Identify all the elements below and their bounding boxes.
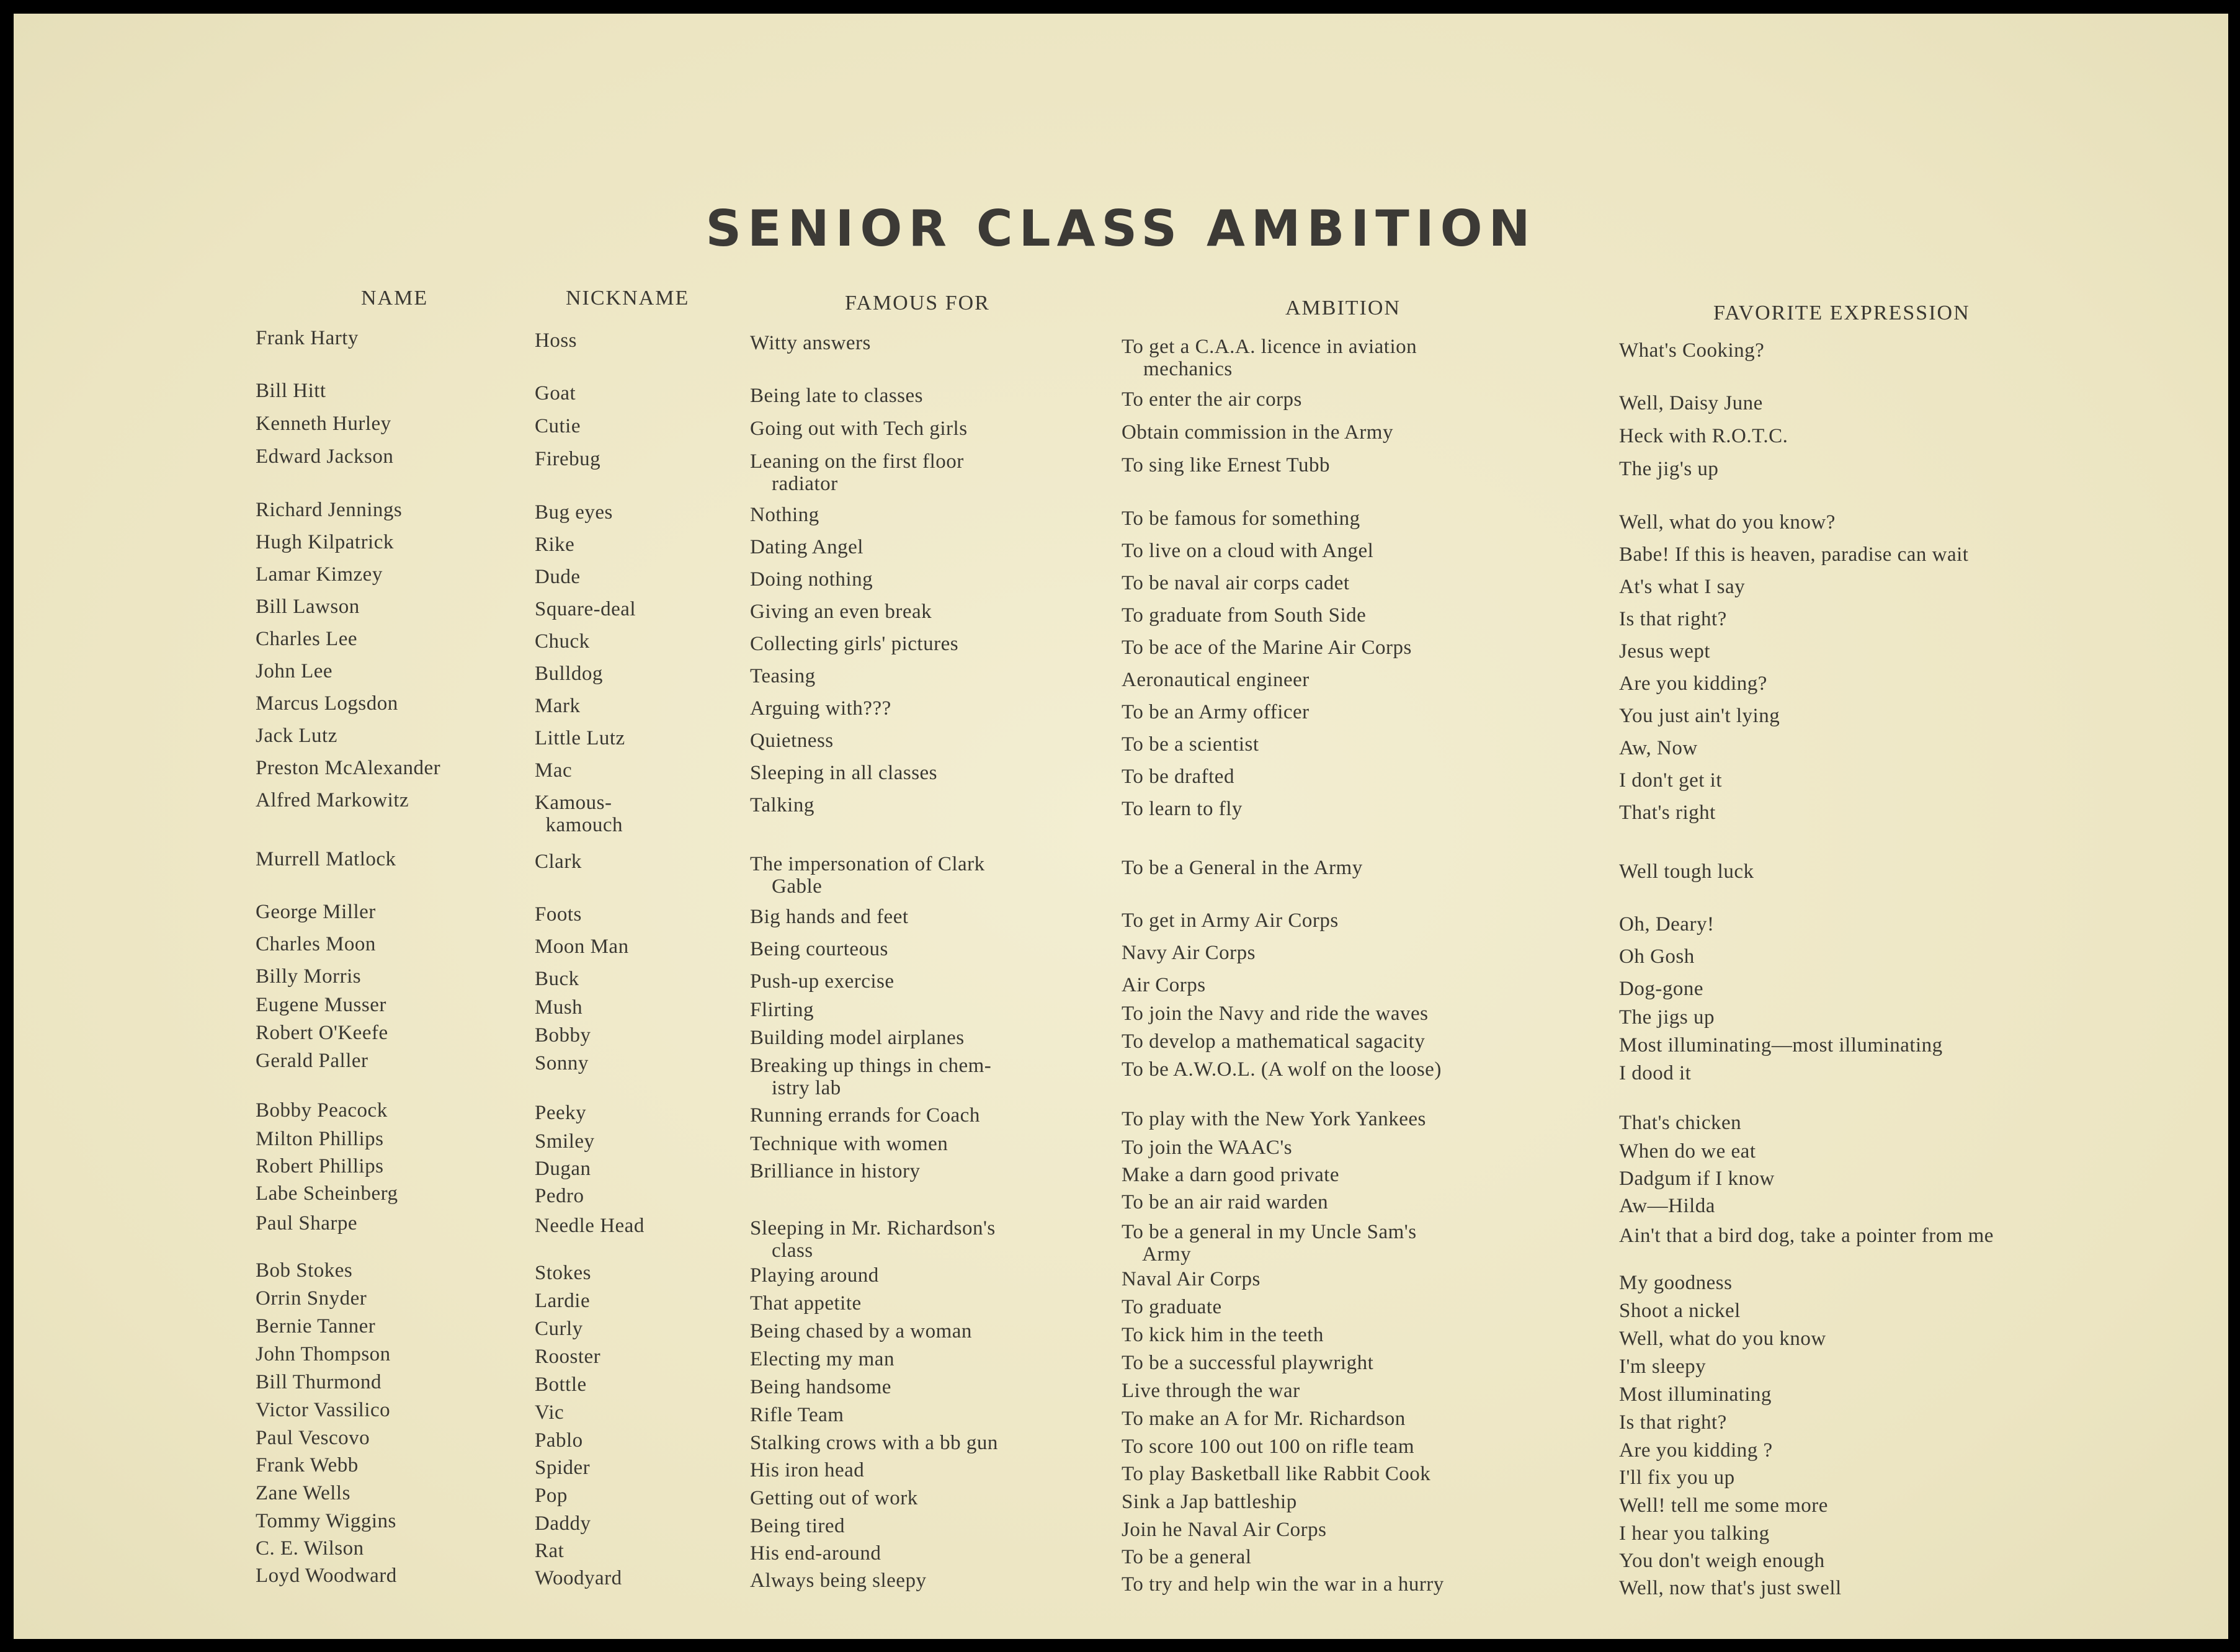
cell-expression: When do we eat xyxy=(1619,1140,1756,1163)
header-favorite-expression: FAVORITE EXPRESSION xyxy=(1713,301,1970,324)
cell-ambition: To be famous for something xyxy=(1122,507,1360,530)
cell-name: Charles Lee xyxy=(256,628,358,650)
cell-ambition: To enter the air corps xyxy=(1122,388,1302,411)
cell-name: Zane Wells xyxy=(256,1482,350,1504)
cell-ambition: To score 100 out 100 on rifle team xyxy=(1122,1435,1414,1458)
cell-expression: Well, what do you know? xyxy=(1619,511,1836,534)
cell-name: John Lee xyxy=(256,660,333,682)
cell-ambition: To join the Navy and ride the waves xyxy=(1122,1002,1429,1025)
cell-nickname: Goat xyxy=(535,382,576,404)
cell-nickname: Curly xyxy=(535,1318,583,1340)
cell-nickname: Chuck xyxy=(535,630,590,653)
cell-name: Tommy Wiggins xyxy=(256,1510,396,1532)
cell-famous: Being late to classes xyxy=(750,385,924,407)
cell-name: Marcus Logsdon xyxy=(256,692,398,715)
cell-name: Murrell Matlock xyxy=(256,848,396,870)
cell-nickname: Little Lutz xyxy=(535,727,625,749)
cell-expression: Dadgum if I know xyxy=(1619,1168,1775,1190)
cell-name: Hugh Kilpatrick xyxy=(256,531,394,553)
cell-famous: Going out with Tech girls xyxy=(750,417,968,440)
cell-famous: Witty answers xyxy=(750,332,871,354)
cell-ambition: To join the WAAC's xyxy=(1122,1136,1293,1159)
cell-ambition: To develop a mathematical sagacity xyxy=(1122,1030,1426,1053)
cell-famous: Technique with women xyxy=(750,1133,948,1155)
cell-nickname: Rooster xyxy=(535,1346,601,1368)
cell-name: Jack Lutz xyxy=(256,725,337,747)
cell-expression: I hear you talking xyxy=(1619,1522,1770,1545)
cell-ambition: To be an Army officer xyxy=(1122,701,1310,723)
cell-expression: That's right xyxy=(1619,801,1716,824)
cell-nickname: Mac xyxy=(535,759,573,782)
cell-ambition: Air Corps xyxy=(1122,974,1206,996)
cell-nickname: Moon Man xyxy=(535,935,629,958)
cell-nickname: Pedro xyxy=(535,1185,584,1207)
cell-name: Frank Harty xyxy=(256,327,359,349)
cell-expression: Shoot a nickel xyxy=(1619,1300,1741,1322)
cell-expression: You don't weigh enough xyxy=(1619,1550,1825,1572)
cell-ambition: To get a C.A.A. licence in aviation mechanics xyxy=(1122,336,1417,380)
cell-expression: I don't get it xyxy=(1619,769,1723,792)
cell-ambition: To learn to fly xyxy=(1122,798,1243,820)
cell-famous: Dating Angel xyxy=(750,536,863,558)
cell-nickname: Bottle xyxy=(535,1373,587,1396)
cell-expression: That's chicken xyxy=(1619,1112,1742,1134)
cell-ambition: To graduate xyxy=(1122,1296,1222,1318)
cell-famous: That appetite xyxy=(750,1292,862,1315)
cell-nickname: Daddy xyxy=(535,1512,591,1535)
cell-famous: Being tired xyxy=(750,1515,846,1537)
cell-famous: Getting out of work xyxy=(750,1487,918,1509)
cell-expression: My goodness xyxy=(1619,1272,1733,1294)
cell-famous: Stalking crows with a bb gun xyxy=(750,1432,998,1454)
cell-ambition: To be a General in the Army xyxy=(1122,857,1363,879)
cell-nickname: Dugan xyxy=(535,1158,591,1180)
cell-nickname: Pablo xyxy=(535,1429,583,1452)
cell-nickname: Clark xyxy=(535,851,582,873)
cell-name: Richard Jennings xyxy=(256,499,403,521)
cell-ambition: Navy Air Corps xyxy=(1122,942,1256,964)
cell-nickname: Smiley xyxy=(535,1130,595,1153)
cell-name: Bill Lawson xyxy=(256,596,360,618)
header-famous-for: FAMOUS FOR xyxy=(845,292,990,315)
cell-ambition: To be A.W.O.L. (A wolf on the loose) xyxy=(1122,1058,1442,1081)
cell-expression: At's what I say xyxy=(1619,576,1746,598)
cell-expression: The jigs up xyxy=(1619,1006,1715,1029)
cell-ambition: Naval Air Corps xyxy=(1122,1268,1261,1290)
cell-ambition: Sink a Jap battleship xyxy=(1122,1491,1297,1513)
cell-expression: Dog-gone xyxy=(1619,978,1703,1000)
cell-ambition: To play with the New York Yankees xyxy=(1122,1108,1426,1130)
cell-expression: Well, Daisy June xyxy=(1619,392,1763,414)
cell-name: John Thompson xyxy=(256,1343,391,1365)
cell-name: Bernie Tanner xyxy=(256,1315,376,1337)
cell-expression: Ain't that a bird dog, take a pointer from me xyxy=(1619,1225,1994,1247)
cell-ambition: To sing like Ernest Tubb xyxy=(1122,454,1331,476)
cell-nickname: Cutie xyxy=(535,415,581,437)
cell-famous: Flirting xyxy=(750,999,814,1021)
cell-name: C. E. Wilson xyxy=(256,1537,364,1560)
header-nickname: NICKNAME xyxy=(566,287,690,310)
cell-expression: Aw—Hilda xyxy=(1619,1195,1715,1217)
cell-expression: I'll fix you up xyxy=(1619,1467,1735,1489)
cell-name: Bill Hitt xyxy=(256,380,326,402)
cell-nickname: Pop xyxy=(535,1485,568,1507)
cell-ambition: To make an A for Mr. Richardson xyxy=(1122,1408,1406,1430)
cell-ambition: To live on a cloud with Angel xyxy=(1122,540,1374,562)
cell-nickname: Foots xyxy=(535,903,582,926)
cell-expression: Aw, Now xyxy=(1619,737,1698,759)
cell-name: Robert Phillips xyxy=(256,1155,384,1177)
cell-nickname: Rat xyxy=(535,1540,564,1562)
cell-name: Eugene Musser xyxy=(256,994,386,1016)
cell-famous: Big hands and feet xyxy=(750,906,909,928)
cell-name: Edward Jackson xyxy=(256,445,394,468)
cell-name: George Miller xyxy=(256,901,376,923)
cell-nickname: Stokes xyxy=(535,1262,592,1284)
cell-famous: Being handsome xyxy=(750,1376,891,1398)
cell-expression: Well, what do you know xyxy=(1619,1328,1826,1350)
cell-expression: Well! tell me some more xyxy=(1619,1494,1828,1517)
cell-famous: Always being sleepy xyxy=(750,1569,927,1592)
cell-famous: Electing my man xyxy=(750,1348,895,1370)
cell-famous: His iron head xyxy=(750,1459,865,1481)
cell-famous: Brilliance in history xyxy=(750,1160,921,1182)
cell-expression: Well, now that's just swell xyxy=(1619,1577,1842,1599)
cell-famous: Quietness xyxy=(750,730,834,752)
cell-ambition: To be a scientist xyxy=(1122,733,1259,756)
cell-famous: Leaning on the first floor radiator xyxy=(750,450,964,495)
cell-ambition: To be drafted xyxy=(1122,766,1234,788)
cell-ambition: Aeronautical engineer xyxy=(1122,669,1310,691)
cell-expression: Babe! If this is heaven, paradise can wait xyxy=(1619,543,1969,566)
cell-famous: Teasing xyxy=(750,665,816,687)
cell-famous: Rifle Team xyxy=(750,1404,844,1426)
cell-expression: Most illuminating—most illuminating xyxy=(1619,1034,1943,1056)
cell-name: Bob Stokes xyxy=(256,1259,353,1282)
cell-name: Labe Scheinberg xyxy=(256,1182,398,1205)
cell-ambition: To be a successful playwright xyxy=(1122,1352,1374,1374)
cell-expression: Is that right? xyxy=(1619,1411,1727,1434)
cell-expression: I'm sleepy xyxy=(1619,1355,1707,1378)
cell-ambition: To be an air raid warden xyxy=(1122,1191,1329,1213)
cell-expression: Heck with R.O.T.C. xyxy=(1619,425,1788,447)
cell-expression: Are you kidding? xyxy=(1619,672,1767,695)
cell-name: Loyd Woodward xyxy=(256,1565,397,1587)
cell-ambition: To play Basketball like Rabbit Cook xyxy=(1122,1463,1431,1485)
cell-nickname: Woodyard xyxy=(535,1567,622,1589)
cell-expression: Oh, Deary! xyxy=(1619,913,1715,935)
cell-name: Alfred Markowitz xyxy=(256,789,409,811)
cell-ambition: To be naval air corps cadet xyxy=(1122,572,1350,594)
cell-famous: Push-up exercise xyxy=(750,970,895,993)
cell-name: Paul Vescovo xyxy=(256,1427,370,1449)
cell-nickname: Bulldog xyxy=(535,663,603,685)
cell-nickname: Spider xyxy=(535,1457,591,1479)
cell-expression: You just ain't lying xyxy=(1619,705,1780,727)
cell-famous: Sleeping in Mr. Richardson's class xyxy=(750,1217,996,1262)
cell-ambition: To be a general in my Uncle Sam's Army xyxy=(1122,1221,1417,1266)
cell-expression: Jesus wept xyxy=(1619,640,1711,663)
cell-nickname: Bug eyes xyxy=(535,501,613,524)
cell-famous: Giving an even break xyxy=(750,601,932,623)
header-name: NAME xyxy=(361,287,429,310)
cell-nickname: Square-deal xyxy=(535,598,636,620)
cell-nickname: Kamous- kamouch xyxy=(535,792,623,836)
cell-ambition: Make a darn good private xyxy=(1122,1164,1340,1186)
cell-expression: Is that right? xyxy=(1619,608,1727,630)
cell-expression: I dood it xyxy=(1619,1062,1692,1084)
cell-ambition: Live through the war xyxy=(1122,1380,1300,1402)
cell-ambition: Join he Naval Air Corps xyxy=(1122,1519,1327,1541)
cell-name: Charles Moon xyxy=(256,933,376,955)
cell-nickname: Dude xyxy=(535,566,581,588)
cell-ambition: To kick him in the teeth xyxy=(1122,1324,1324,1346)
cell-name: Bill Thurmond xyxy=(256,1371,382,1393)
cell-name: Billy Morris xyxy=(256,965,362,988)
cell-expression: The jig's up xyxy=(1619,458,1719,480)
page-title: SENIOR CLASS AMBITION xyxy=(705,200,1537,257)
cell-name: Orrin Snyder xyxy=(256,1287,367,1310)
cell-famous: The impersonation of Clark Gable xyxy=(750,853,985,898)
cell-name: Paul Sharpe xyxy=(256,1212,358,1235)
cell-nickname: Firebug xyxy=(535,448,601,470)
cell-famous: Doing nothing xyxy=(750,568,873,591)
yearbook-page xyxy=(14,14,2228,1639)
cell-name: Gerald Paller xyxy=(256,1050,368,1072)
cell-famous: Building model airplanes xyxy=(750,1027,965,1049)
cell-famous: Sleeping in all classes xyxy=(750,762,938,784)
cell-nickname: Mark xyxy=(535,695,581,717)
cell-ambition: To try and help win the war in a hurry xyxy=(1122,1573,1444,1596)
cell-expression: Most illuminating xyxy=(1619,1383,1772,1406)
cell-famous: Nothing xyxy=(750,504,819,526)
cell-expression: What's Cooking? xyxy=(1619,339,1765,362)
cell-nickname: Buck xyxy=(535,968,579,990)
cell-famous: Arguing with??? xyxy=(750,697,891,720)
cell-famous: Being courteous xyxy=(750,938,888,960)
cell-nickname: Rike xyxy=(535,534,575,556)
cell-nickname: Bobby xyxy=(535,1024,591,1047)
cell-ambition: To be ace of the Marine Air Corps xyxy=(1122,636,1412,659)
cell-ambition: Obtain commission in the Army xyxy=(1122,421,1393,444)
cell-name: Kenneth Hurley xyxy=(256,413,391,435)
cell-nickname: Mush xyxy=(535,996,583,1019)
cell-nickname: Lardie xyxy=(535,1290,591,1312)
cell-name: Victor Vassilico xyxy=(256,1399,391,1421)
cell-famous: His end-around xyxy=(750,1542,881,1565)
cell-name: Frank Webb xyxy=(256,1454,359,1476)
cell-famous: Collecting girls' pictures xyxy=(750,633,959,655)
header-ambition: AMBITION xyxy=(1285,297,1401,319)
cell-famous: Playing around xyxy=(750,1264,879,1287)
cell-nickname: Peeky xyxy=(535,1102,587,1124)
cell-name: Preston McAlexander xyxy=(256,757,441,779)
cell-name: Bobby Peacock xyxy=(256,1099,388,1122)
cell-expression: Oh Gosh xyxy=(1619,945,1695,968)
cell-nickname: Vic xyxy=(535,1401,564,1424)
cell-famous: Running errands for Coach xyxy=(750,1104,980,1127)
cell-nickname: Hoss xyxy=(535,329,578,352)
cell-famous: Talking xyxy=(750,794,814,816)
cell-nickname: Needle Head xyxy=(535,1215,645,1237)
cell-name: Milton Phillips xyxy=(256,1128,384,1150)
cell-nickname: Sonny xyxy=(535,1052,589,1074)
cell-expression: Well tough luck xyxy=(1619,860,1754,883)
cell-ambition: To graduate from South Side xyxy=(1122,604,1367,627)
cell-famous: Breaking up things in chem- istry lab xyxy=(750,1055,992,1099)
cell-ambition: To be a general xyxy=(1122,1546,1252,1568)
cell-famous: Being chased by a woman xyxy=(750,1320,972,1342)
cell-ambition: To get in Army Air Corps xyxy=(1122,909,1339,932)
cell-name: Lamar Kimzey xyxy=(256,563,383,586)
cell-expression: Are you kidding ? xyxy=(1619,1439,1773,1462)
cell-name: Robert O'Keefe xyxy=(256,1022,388,1044)
